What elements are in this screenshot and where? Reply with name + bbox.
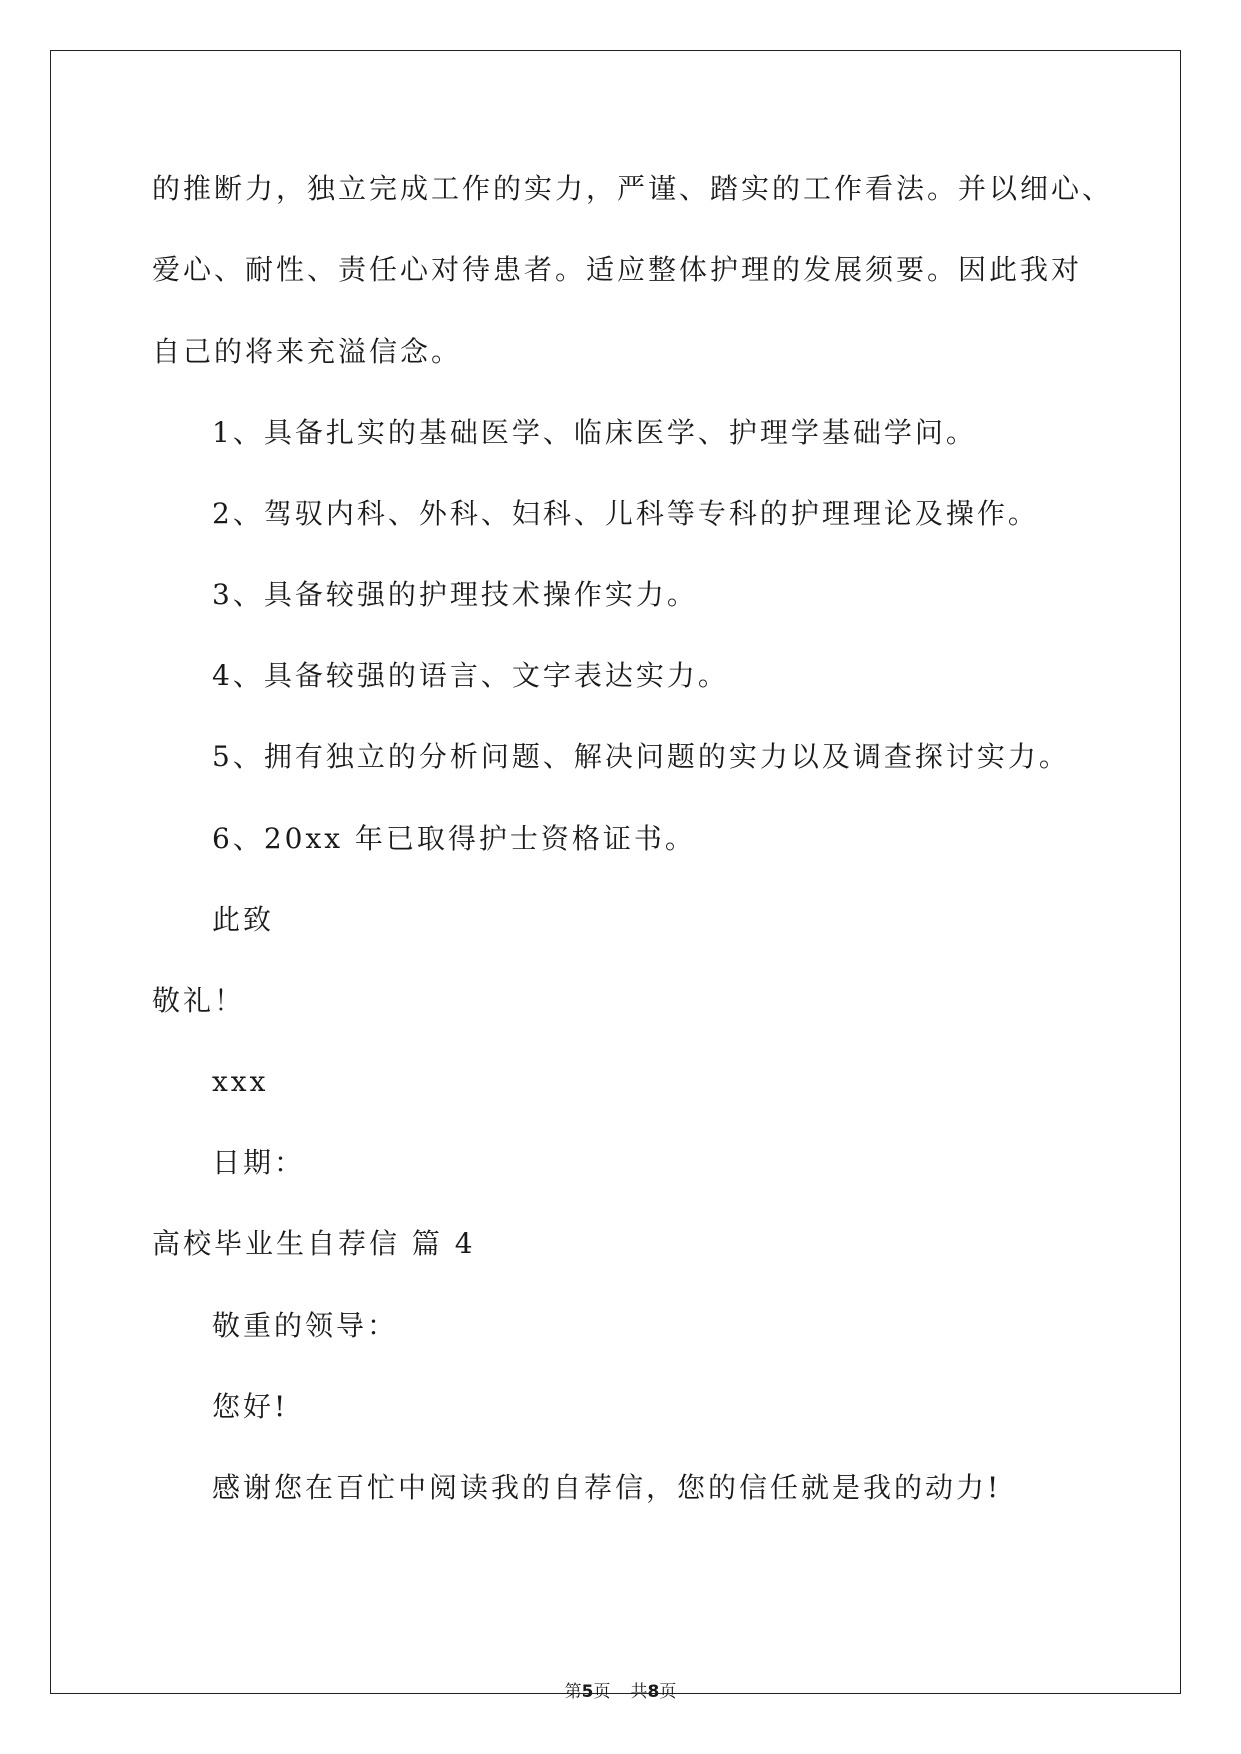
date-label: 日期： (212, 1146, 306, 1179)
paragraph-line: 爱心、耐性、责任心对待患者。适应整体护理的发展须要。因此我对 (152, 253, 1083, 286)
list-item: 2、驾驭内科、外科、妇科、儿科等专科的护理理论及操作。 (212, 497, 1039, 530)
page-footer (0, 1681, 1241, 1703)
current-page-number: 5 (581, 1682, 594, 1702)
greeting: 敬重的领导： (212, 1309, 399, 1342)
paragraph-line: 的推断力，独立完成工作的实力，严谨、踏实的工作看法。并以细心、 (152, 172, 1114, 205)
section-heading: 高校毕业生自荐信 篇 4 (152, 1227, 476, 1260)
total-prefix: 共 (630, 1682, 648, 1702)
page-border (50, 50, 1181, 1694)
page-suffix: 页 (593, 1682, 611, 1702)
list-item: 4、具备较强的语言、文字表达实力。 (212, 659, 729, 692)
page-prefix: 第 (564, 1682, 582, 1702)
list-item: 6、20xx 年已取得护士资格证书。 (212, 822, 696, 855)
greeting-hello: 您好! (212, 1390, 289, 1423)
list-item: 5、拥有独立的分析问题、解决问题的实力以及调查探讨实力。 (212, 740, 1070, 773)
list-item: 3、具备较强的护理技术操作实力。 (212, 578, 698, 611)
paragraph-line: 自己的将来充溢信念。 (152, 335, 463, 368)
salutation-closing: 敬礼！ (152, 984, 246, 1017)
total-suffix: 页 (659, 1682, 677, 1702)
signature-name: xxx (212, 1065, 269, 1098)
paragraph-line: 感谢您在百忙中阅读我的自荐信，您的信任就是我的动力! (212, 1471, 1002, 1504)
list-item: 1、具备扎实的基础医学、临床医学、护理学基础学问。 (212, 416, 977, 449)
total-page-number: 8 (647, 1682, 660, 1702)
closing-phrase: 此致 (212, 903, 275, 936)
